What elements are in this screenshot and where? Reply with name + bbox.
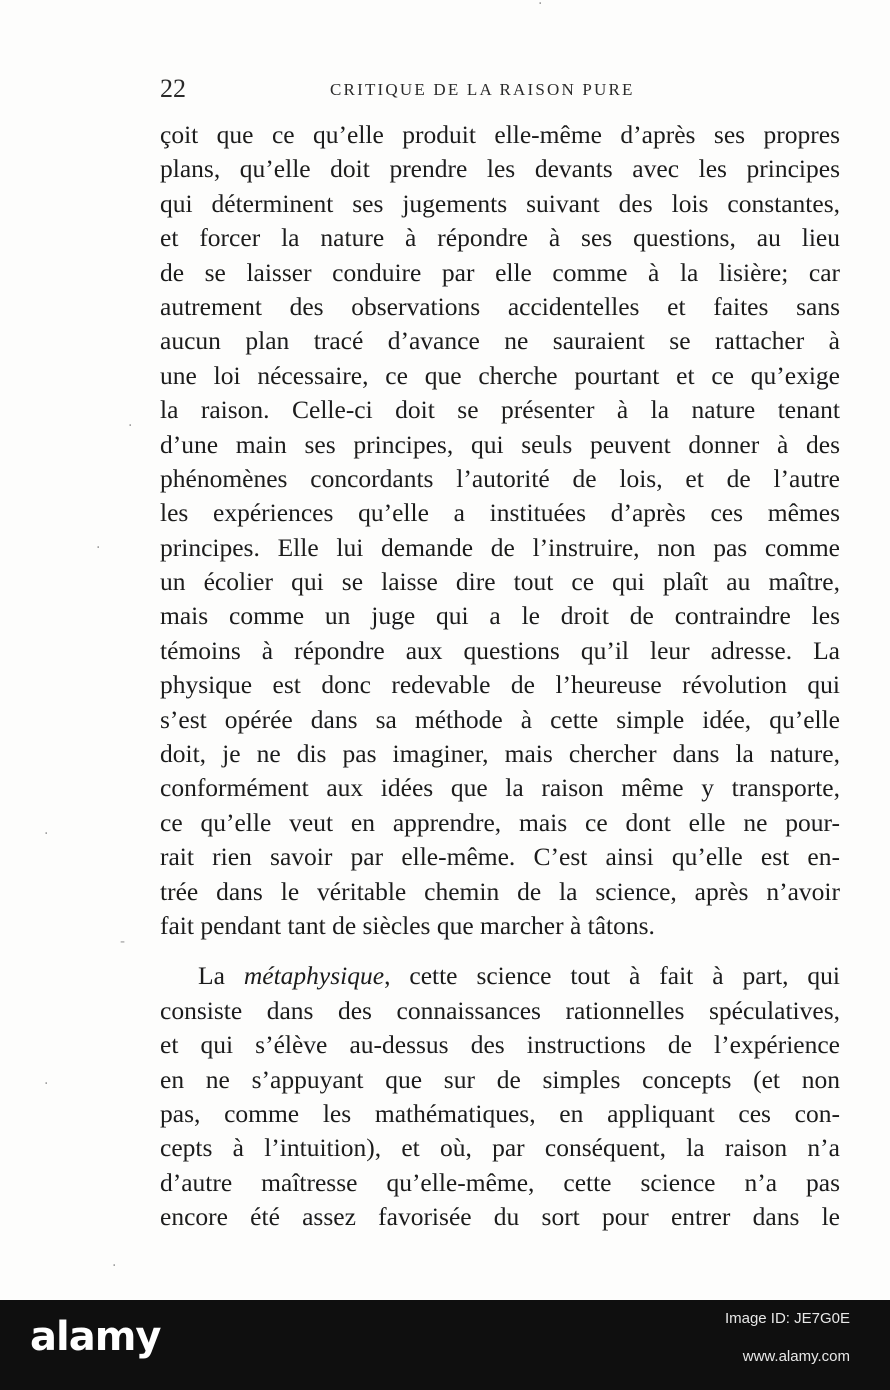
alamy-logo: alamy xyxy=(30,1314,161,1360)
text-line: physique est donc redevable de l’heureuse révolution qui xyxy=(160,670,840,700)
text-run: La xyxy=(198,961,244,991)
text-line: pas, comme les mathématiques, en appliquant ces con- xyxy=(160,1098,840,1128)
text-line: un écolier qui se laisse dire tout ce qui plaît au maître, xyxy=(160,567,840,597)
text-line: et forcer la nature à répondre à ses questions, au lieu xyxy=(160,223,840,253)
text-line: trée dans le véritable chemin de la science, après n’avoir xyxy=(160,876,840,906)
text-line: témoins à répondre aux questions qu’il leur adresse. La xyxy=(160,635,840,665)
text-line: conformément aux idées que la raison même y transporte, xyxy=(160,773,840,803)
paragraph-1 xyxy=(160,118,840,943)
text-line: doit, je ne dis pas imaginer, mais chercher dans la nature, xyxy=(160,739,840,769)
text-line: consiste dans des connaissances rationnelles spéculatives, xyxy=(160,995,840,1025)
text-line: qui déterminent ses jugements suivant des lois constantes, xyxy=(160,188,840,218)
text-line: d’une main ses principes, qui seuls peuvent donner à des xyxy=(160,429,840,459)
text-line: çoit que ce qu’elle produit elle-même d’après ses propres xyxy=(160,120,840,149)
text-line: rait rien savoir par elle-même. C’est ainsi qu’elle est en- xyxy=(160,842,840,872)
text-run: , cette science tout à fait à part, qui xyxy=(384,961,840,991)
scan-speck: · xyxy=(44,826,49,842)
text-line: plans, qu’elle doit prendre les devants avec les principes xyxy=(160,154,840,184)
image-id-label: Image ID: JE7G0E xyxy=(724,1310,850,1327)
scan-speck: - xyxy=(120,934,126,950)
scan-speck: · xyxy=(96,540,101,556)
text-line: d’autre maîtresse qu’elle-même, cette science n’a pas xyxy=(160,1167,840,1197)
text-line: et qui s’élève au-dessus des instructions de l’expérience xyxy=(160,1030,840,1060)
text-line: une loi nécessaire, ce que cherche pourtant et ce qu’exige xyxy=(160,360,840,390)
text-line: en ne s’appuyant que sur de simples concepts (et non xyxy=(160,1064,840,1094)
text-line: la raison. Celle-ci doit se présenter à la nature tenant xyxy=(160,395,840,425)
text-line: autrement des observations accidentelles et faites sans xyxy=(160,291,840,321)
text-line: de se laisser conduire par elle comme à la lisière; car xyxy=(160,257,840,287)
text-line: mais comme un juge qui a le droit de contraindre les xyxy=(160,601,840,631)
scan-speck: · xyxy=(112,1258,117,1274)
text-line: aucun plan tracé d’avance ne sauraient se rattacher à xyxy=(160,326,840,356)
paragraph-2 xyxy=(160,959,840,1234)
page-header xyxy=(160,74,840,110)
paragraph-gap xyxy=(160,943,840,959)
italic-term: métaphysique xyxy=(243,961,385,991)
body-text xyxy=(160,118,840,1235)
text-line: phénomènes concordants l’autorité de lois, et de l’autre xyxy=(160,463,840,493)
text-line: principes. Elle lui demande de l’instruire, non pas comme xyxy=(160,532,840,562)
text-line: encore été assez favorisée du sort pour entrer dans le xyxy=(160,1202,840,1232)
text-line: s’est opérée dans sa méthode à cette simple idée, qu’elle xyxy=(160,704,840,734)
text-line: les expériences qu’elle a instituées d’après ces mêmes xyxy=(160,498,840,528)
text-line: ce qu’elle veut en apprendre, mais ce dont elle ne pour- xyxy=(160,807,840,837)
running-head: CRITIQUE DE LA RAISON PURE xyxy=(330,80,635,99)
scan-speck: · xyxy=(538,0,543,12)
scan-speck: · xyxy=(44,1076,49,1092)
text-line: cepts à l’intuition), et où, par conséquent, la raison n’a xyxy=(160,1133,840,1163)
text-line: fait pendant tant de siècles que marcher à tâtons. xyxy=(160,910,655,940)
text-line xyxy=(160,959,840,993)
page-number: 22 xyxy=(160,74,186,103)
site-url: www.alamy.com xyxy=(742,1348,850,1365)
scan-speck: · xyxy=(128,418,133,434)
